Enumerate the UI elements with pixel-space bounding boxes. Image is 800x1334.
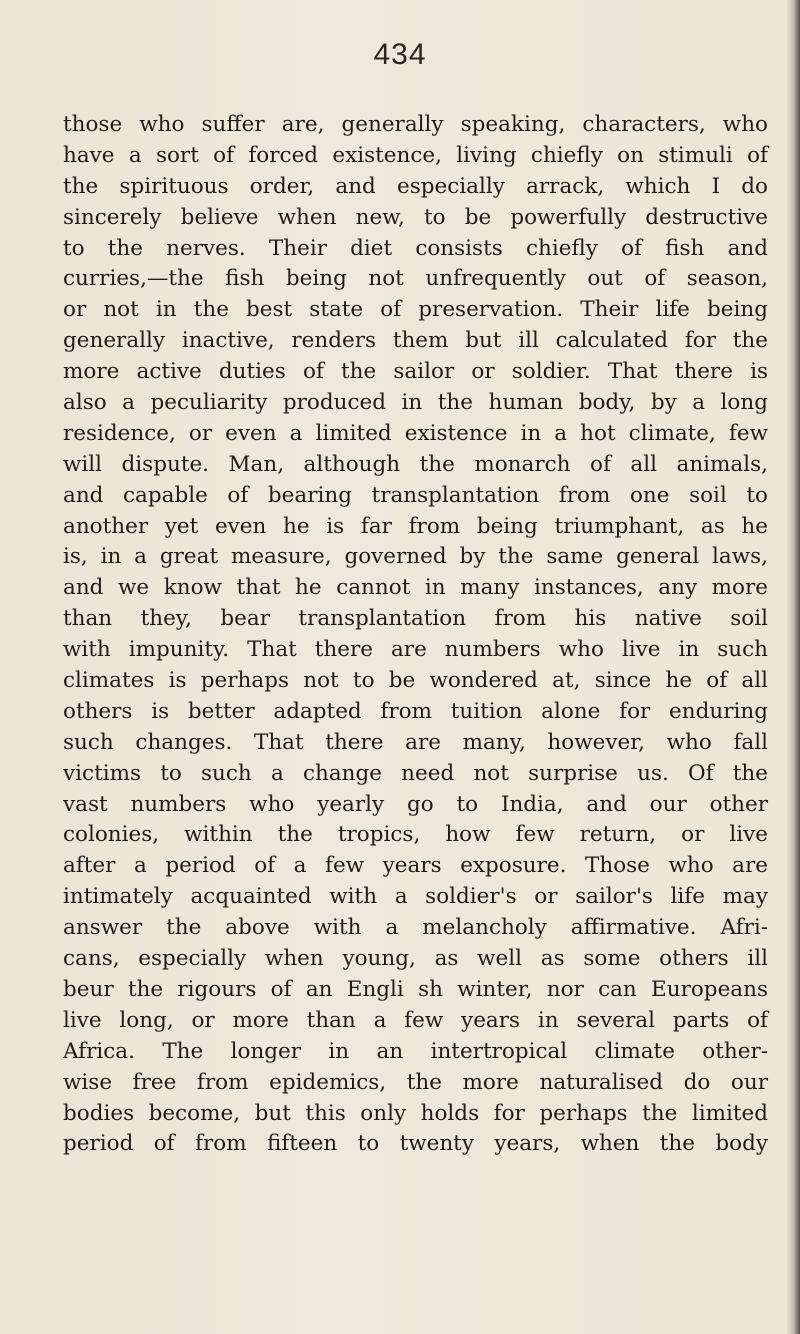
text-line: period of from fifteen to twenty years, when the body xyxy=(63,1131,768,1157)
text-line: with impunity. That there are numbers who live in such xyxy=(63,637,768,663)
text-line: also a peculiarity produced in the human body, by a long xyxy=(63,390,768,416)
text-line: or not in the best state of preservation. Their life being xyxy=(63,297,768,323)
text-line: another yet even he is far from being triumphant, as he xyxy=(63,513,768,539)
text-line: live long, or more than a few years in several parts of xyxy=(63,1007,768,1033)
text-line: cans, especially when young, as well as some others ill xyxy=(63,946,768,972)
text-line: such changes. That there are many, however, who fall xyxy=(63,729,768,755)
text-line: bodies become, but this only holds for perhaps the limited xyxy=(63,1100,768,1126)
text-line: will dispute. Man, although the monarch of all animals, xyxy=(63,451,768,477)
body-text xyxy=(63,110,768,1160)
text-line: victims to such a change need not surprise us. Of the xyxy=(63,760,768,786)
text-line: wise free from epidemics, the more naturalised do our xyxy=(63,1069,768,1095)
text-line: after a period of a few years exposure. Those who are xyxy=(63,853,768,879)
page-edge-shadow xyxy=(786,0,800,1334)
text-line: beur the rigours of an Engli sh winter, nor can Europeans xyxy=(63,976,768,1002)
text-line: generally inactive, renders them but ill calculated for the xyxy=(63,328,768,354)
text-line: Africa. The longer in an intertropical climate other- xyxy=(63,1038,768,1064)
text-line: and we know that he cannot in many instances, any more xyxy=(63,575,768,601)
text-line: the spirituous order, and especially arrack, which I do xyxy=(63,173,768,199)
text-line: sincerely believe when new, to be powerfully destructive xyxy=(63,204,768,230)
text-line: climates is perhaps not to be wondered at, since he of all xyxy=(63,668,768,694)
text-line: have a sort of forced existence, living chiefly on stimuli of xyxy=(63,142,768,168)
text-line: intimately acquainted with a soldier's or sailor's life may xyxy=(63,884,768,910)
text-line: is, in a great measure, governed by the same general laws, xyxy=(63,544,768,570)
text-line: curries,—the fish being not unfrequently out of season, xyxy=(63,266,768,292)
text-line: more active duties of the sailor or soldier. That there is xyxy=(63,359,768,385)
text-line: and capable of bearing transplantation from one soil to xyxy=(63,482,768,508)
text-line: residence, or even a limited existence in a hot climate, few xyxy=(63,420,768,446)
page-number: 434 xyxy=(373,38,427,71)
text-line: answer the above with a melancholy affirmative. Afri- xyxy=(63,915,768,941)
text-line: colonies, within the tropics, how few return, or live xyxy=(63,822,768,848)
text-line: others is better adapted from tuition alone for enduring xyxy=(63,698,768,724)
text-line: vast numbers who yearly go to India, and our other xyxy=(63,791,768,817)
text-line: than they, bear transplantation from his native soil xyxy=(63,606,768,632)
text-line: those who suffer are, generally speaking, characters, who xyxy=(63,112,768,137)
text-line: to the nerves. Their diet consists chiefly of fish and xyxy=(63,235,768,261)
